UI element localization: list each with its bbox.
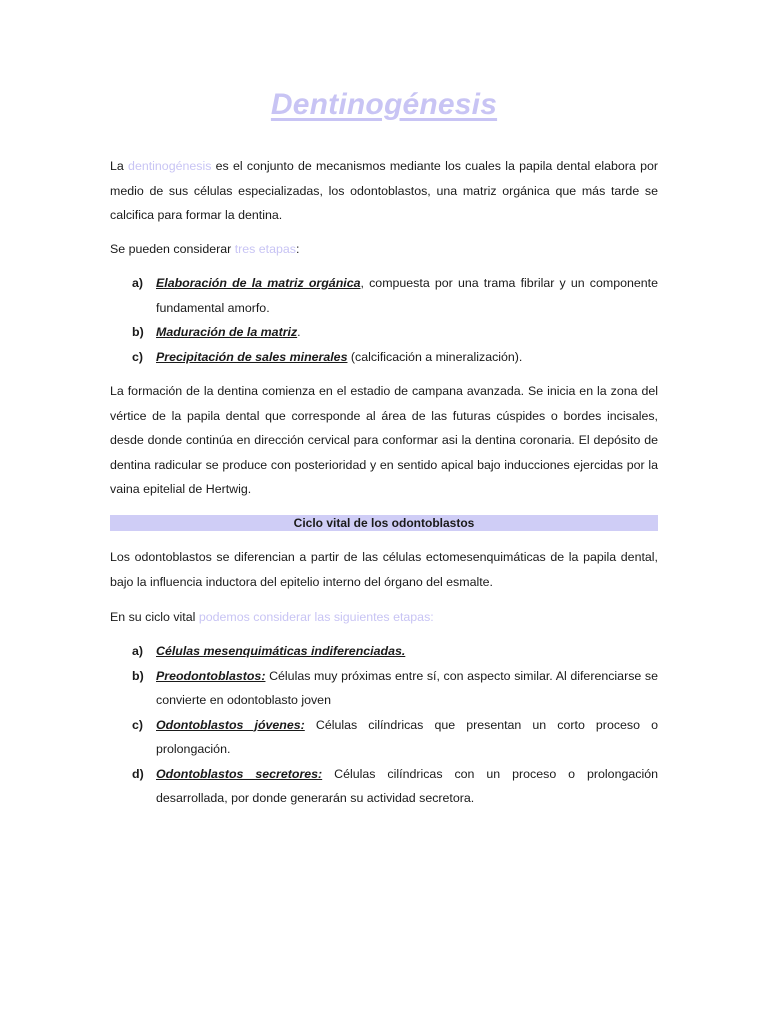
stage-term: Maduración de la matriz	[156, 325, 298, 339]
cycle-text: Células cilíndricas que presentan un corto proceso o prolongación.	[156, 717, 658, 756]
list-marker: c)	[132, 717, 144, 732]
stage-term: Elaboración de la matriz orgánica	[156, 276, 361, 290]
list-marker: b)	[132, 325, 144, 339]
stage-text: , compuesta por una trama fibrilar y un componente fundamental amorfo.	[156, 276, 658, 315]
list-item	[110, 664, 658, 713]
section-heading: Ciclo vital de los odontoblastos	[110, 515, 658, 531]
stage-term: Precipitación de sales minerales	[156, 349, 348, 364]
list-item	[110, 345, 658, 370]
stage-text: (calcificación a mineralización).	[347, 349, 523, 364]
cycle-term: Preodontoblastos:	[156, 668, 266, 683]
list-item	[110, 762, 658, 811]
intro-lead: La	[110, 159, 129, 173]
list-marker: c)	[132, 349, 144, 364]
list-marker: a)	[132, 644, 144, 658]
cycle-intro	[110, 605, 658, 630]
list-marker: d)	[132, 766, 144, 781]
cycle-term: Odontoblastos secretores:	[156, 766, 323, 781]
cycle-term: Odontoblastos jóvenes:	[156, 717, 305, 732]
list-item	[110, 271, 658, 320]
stages-list	[110, 271, 658, 369]
cycle-term: Células mesenquimáticas indiferenciadas.	[156, 644, 406, 658]
cycle-stages-list	[110, 639, 658, 811]
stages-intro	[110, 237, 658, 262]
intro-paragraph	[110, 154, 658, 228]
cycle-text: Células cilíndricas con un proceso o prolongación desarrollada, por donde generarán su actividad secretora.	[156, 766, 658, 805]
stage-text: .	[297, 325, 301, 339]
cycle-text: Células muy próximas entre sí, con aspecto similar. Al diferenciarse se convierte en odontoblasto joven	[156, 668, 658, 707]
list-item	[110, 320, 658, 345]
list-item	[110, 639, 658, 664]
stages-intro-term: tres etapas	[234, 242, 296, 256]
page-title: Dentinogénesis	[270, 88, 498, 121]
cycle-intro-lead: En su ciclo vital	[110, 610, 199, 624]
stages-intro-lead: Se pueden considerar	[110, 242, 235, 256]
cycle-intro-term: podemos considerar las siguientes etapas:	[198, 610, 434, 624]
intro-rest: es el conjunto de mecanismos mediante los cuales la papila dental elabora por medio de sus células especializadas, los odontoblastos, una matriz orgánica que más tarde se calcifica para formar la dentina.	[110, 159, 658, 222]
stages-intro-tail: :	[296, 242, 300, 256]
formation-paragraph: La formación de la dentina comienza en el estadio de campana avanzada. Se inicia en la zona del vértice de la papila dental que corresponde al área de las futuras cúspides o bordes incisales, desde donde continúa en dirección cervical para conformar asi la dentina coronaria. El depósito de dentina radicular se produce con posterioridad y en sentido apical bajo inducciones ejercidas por la vaina epitelial de Hertwig.	[110, 384, 658, 496]
list-item	[110, 713, 658, 762]
list-marker: a)	[132, 276, 144, 290]
differentiation-paragraph: Los odontoblastos se diferencian a partir de las células ectomesenquimáticas de la papila dental, bajo la influencia inductora del epitelio interno del órgano del esmalte.	[110, 550, 658, 589]
intro-term: dentinogénesis	[128, 159, 212, 173]
list-marker: b)	[132, 668, 144, 683]
